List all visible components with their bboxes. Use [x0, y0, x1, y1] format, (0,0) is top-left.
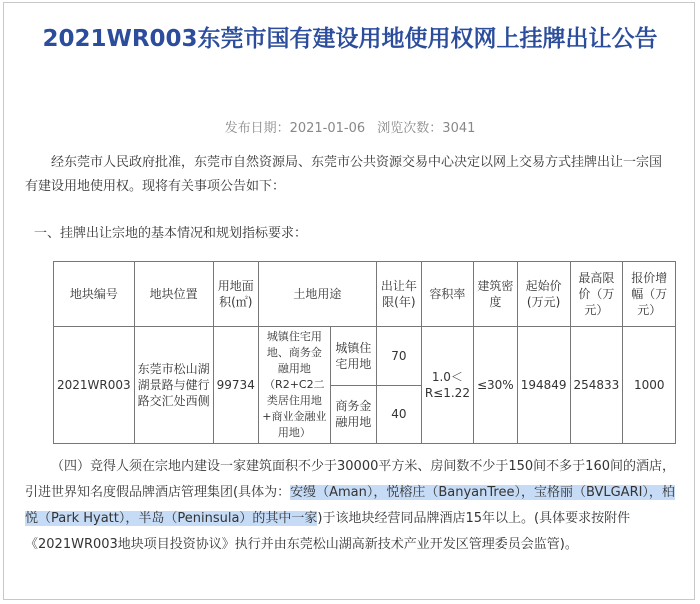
cell-sub-use-residential: 城镇住宅用地	[330, 327, 376, 386]
cell-density: ≤30%	[473, 327, 517, 444]
cell-increment: 1000	[623, 327, 676, 444]
cell-plot-no: 2021WR003	[54, 327, 135, 444]
header-area: 用地面积(㎡)	[213, 262, 258, 327]
cell-far: 1.0＜R≤1.22	[421, 327, 473, 444]
header-term: 出让年限(年)	[376, 262, 421, 327]
note-text-start: （四）竞得人须在宗地内建设一家建筑面积不少于30000平方米、房间数不少于150间不多于160间的酒店，引进世界知名度假品牌酒店管理集团(具体为：	[25, 459, 675, 500]
header-density: 建筑密度	[473, 262, 517, 327]
cell-term-commercial: 40	[376, 385, 421, 444]
header-plot-no: 地块编号	[54, 262, 135, 327]
cell-sub-use-commercial: 商务金融用地	[330, 385, 376, 444]
cell-area: 99734	[213, 327, 258, 444]
section-heading: 一、挂牌出让宗地的基本情况和规划指标要求：	[34, 226, 308, 241]
publish-date: 发布日期：2021-01-06	[224, 121, 366, 136]
cell-start-price: 194849	[517, 327, 570, 444]
intro-paragraph: 经东莞市人民政府批准，东莞市自然资源局、东莞市公共资源交易中心决定以网上交易方式挂牌出让一宗国有建设用地使用权。现将有关事项公告如下：	[25, 155, 663, 194]
header-far: 容积率	[421, 262, 473, 327]
note-text-end: )于该地块经营同品牌酒店15年以上。(具体要求按附件《2021WR003地块项目投资协议》执行并由东莞松山湖高新技术产业开发区管理委员会监管)。	[25, 511, 631, 552]
document-frame	[3, 2, 695, 600]
cell-max-price: 254833	[570, 327, 623, 444]
header-increment: 报价增幅（万元）	[623, 262, 676, 327]
cell-term-residential: 70	[376, 327, 421, 386]
cell-land-use-main: 城镇住宅用地、商务金融用地（R2+C2二类居住用地+商业金融业用地）	[258, 327, 330, 444]
table-row	[54, 327, 676, 386]
highlighted-hotel-brands: 安缦（Aman），悦榕庄（BanyanTree），宝格丽（BVLGARI），柏悦（Park Hyatt），半岛（Peninsula）的其中一家	[25, 485, 675, 526]
page-title: 2021WR003东莞市国有建设用地使用权网上挂牌出让公告	[42, 26, 658, 52]
hotel-requirement-paragraph	[25, 454, 675, 558]
header-location: 地块位置	[134, 262, 213, 327]
header-land-use: 土地用途	[258, 262, 376, 327]
article-meta	[4, 117, 696, 136]
header-max-price: 最高限价（万元）	[570, 262, 623, 327]
table-header-row	[54, 262, 676, 327]
land-plot-table	[53, 261, 676, 444]
cell-location: 东莞市松山湖湖景路与健行路交汇处西侧	[134, 327, 213, 444]
header-start-price: 起始价(万元)	[517, 262, 570, 327]
view-count: 浏览次数：3041	[377, 121, 476, 136]
